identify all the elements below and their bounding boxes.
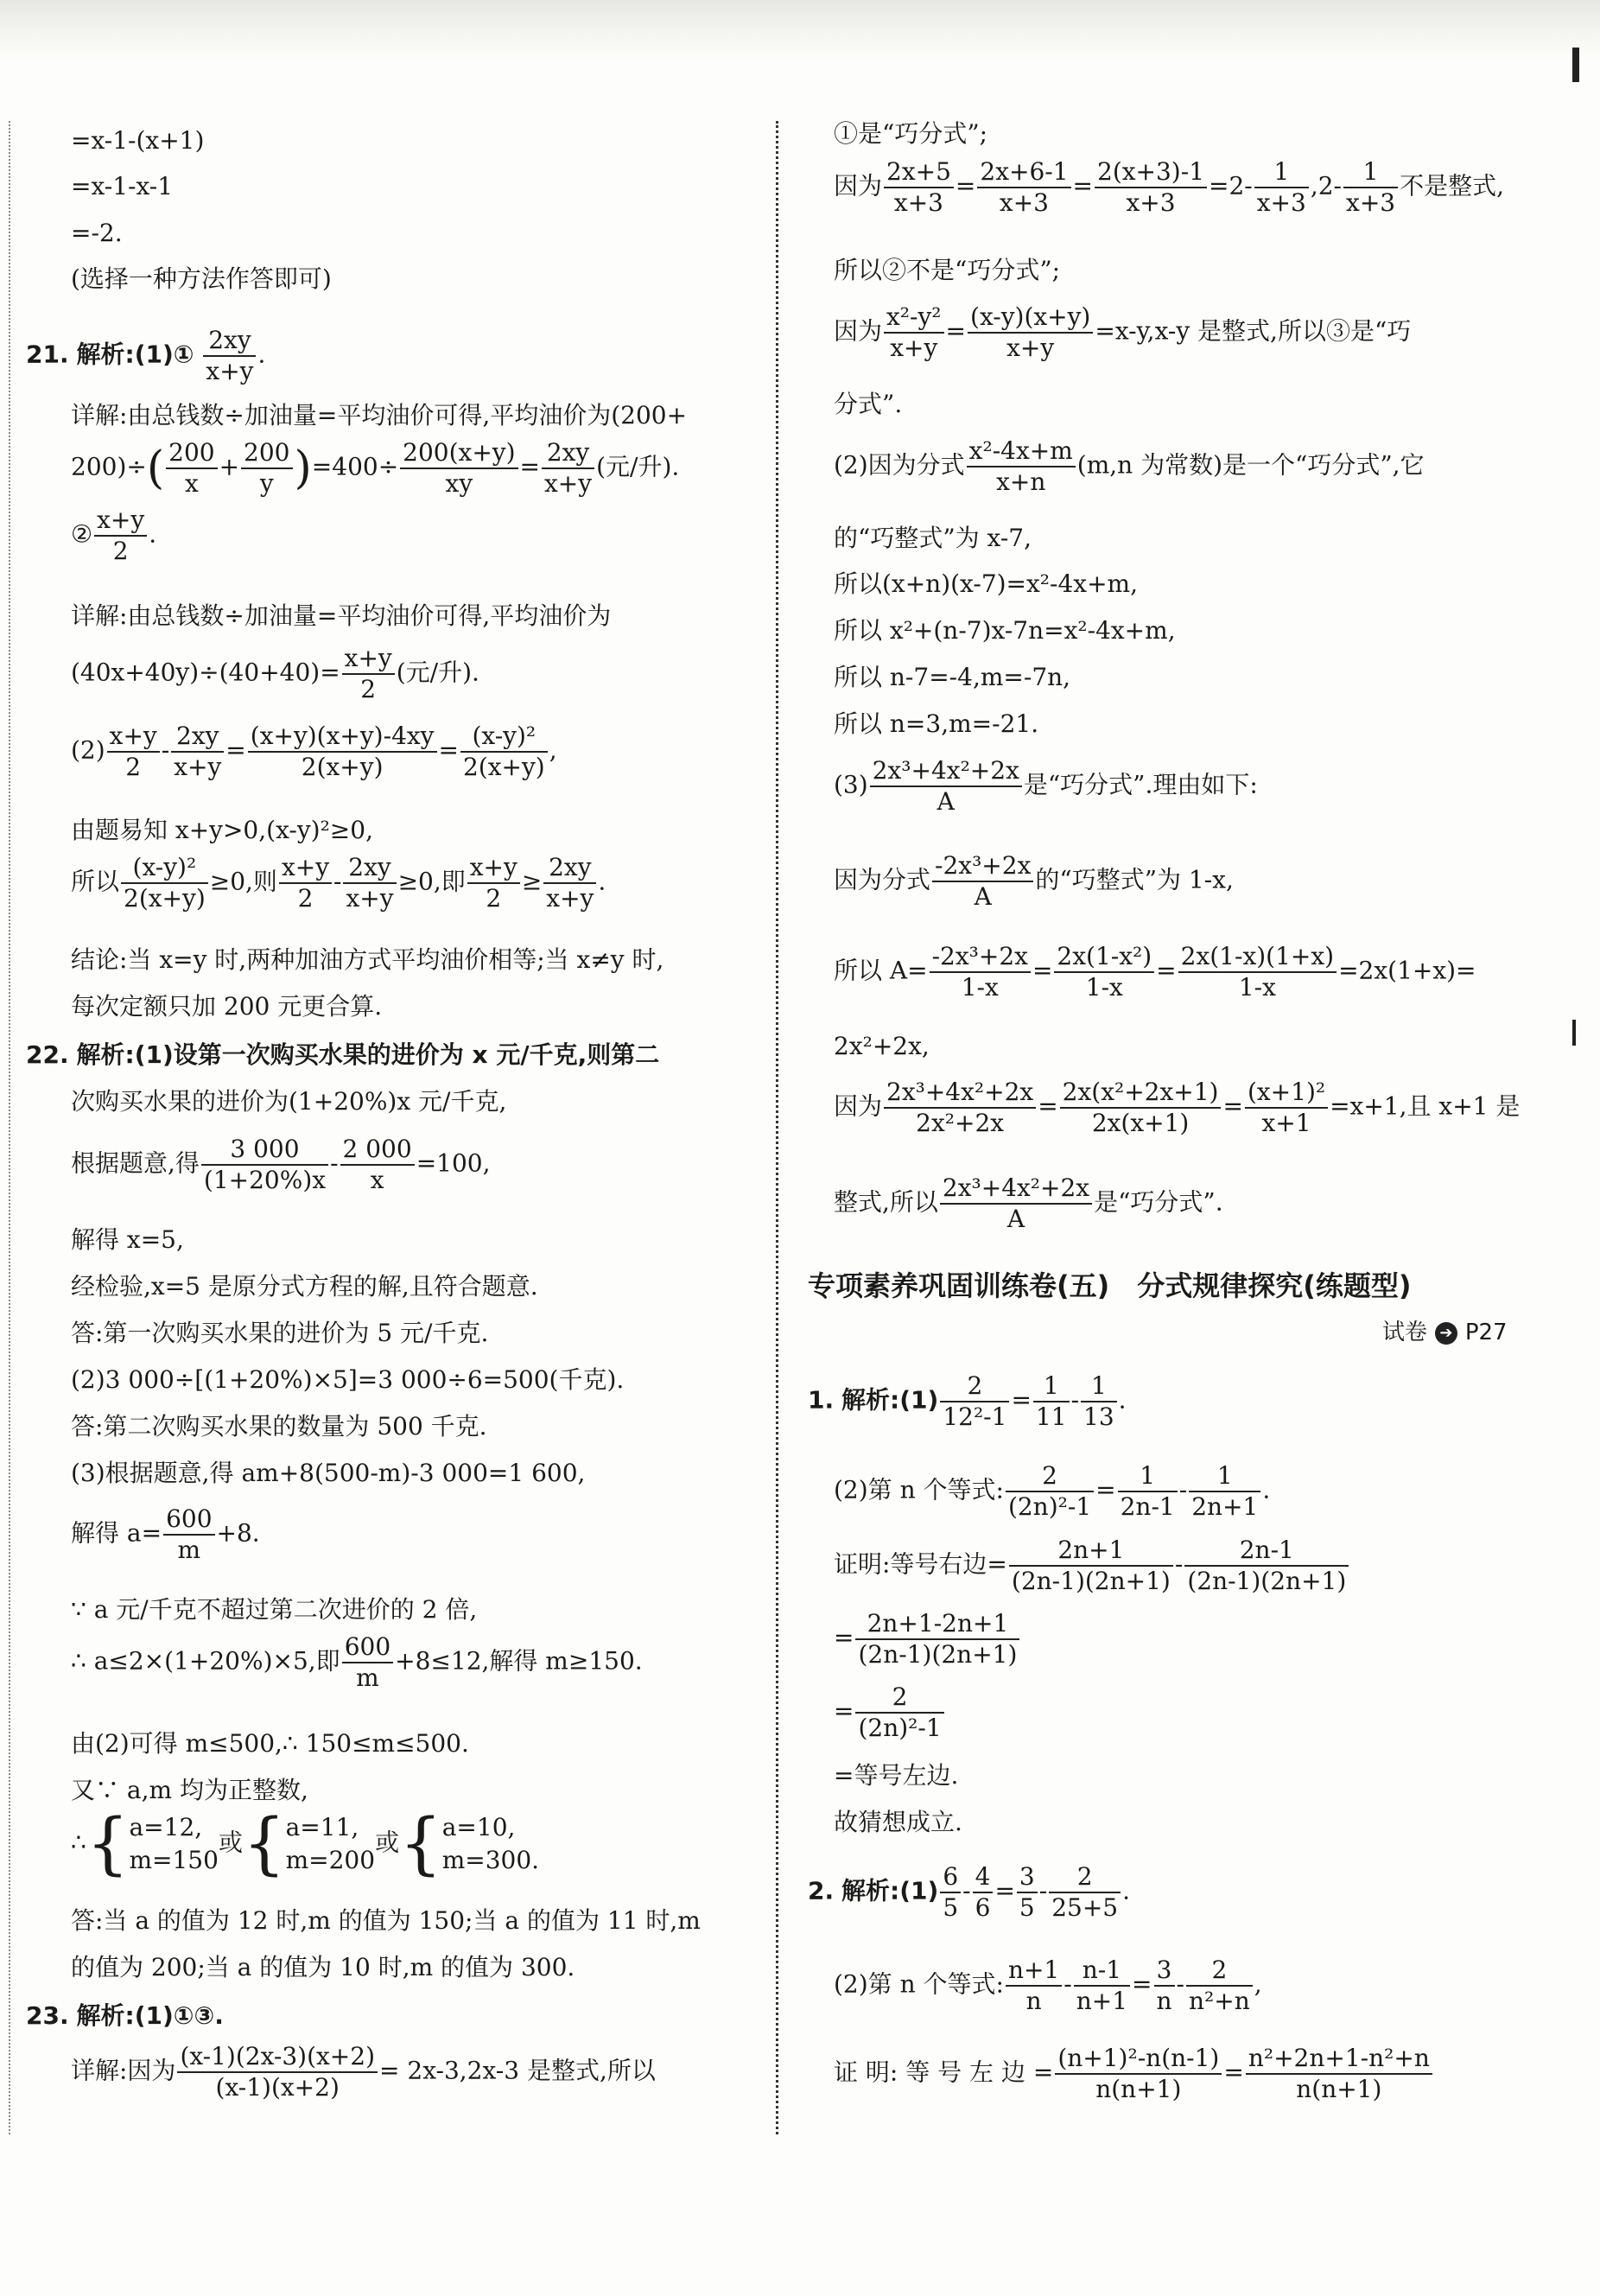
section-reference: 试卷 ➔ P27	[1382, 1320, 1508, 1345]
equation-line: 证 明: 等 号 左 边 = $\frac{\text{(n+1)²-n(n-1)}}{n(n+1)}$ = $\frac{\text{n²+2n+1-n²+n}}{n(n+1)}$	[834, 2044, 1434, 2104]
arrow-right-icon: ➔	[1435, 1322, 1457, 1345]
p2-line1: 2. 解析:(1) $\frac{6}{5}$ - $\frac{4}{6}$ = $\frac{3}{5}$ - $\frac{2}{25+5}$ .	[808, 1862, 1131, 1922]
text-line: 答:第一次购买水果的进价为 5 元/千克.	[71, 1319, 489, 1347]
fraction: $\frac{2xy}{x+y}$	[203, 326, 256, 386]
equation-line: ② $\frac{x+y}{2}$ .	[71, 506, 157, 565]
text-line: =x-1-(x+1)	[71, 126, 205, 155]
text-line: =等号左边.	[834, 1761, 959, 1790]
text-line: 结论:当 x=y 时,两种加油方式平均油价相等;当 x≠y 时,	[71, 945, 664, 974]
equation-line: 因为 $\frac{2x+5}{x+3}$ = $\frac{2x+6-1}{x+3}$ = $\frac{2(x+3)-1}{x+3}$ =2- $\frac{1}{x+3}$ ,2- $\frac{1}{x+3}$ 不是整式,	[834, 157, 1505, 217]
text-line: 所以 n-7=-4,m=-7n,	[834, 663, 1071, 691]
text-line: =-2.	[71, 219, 123, 247]
text-line: 经检验,x=5 是原分式方程的解,且符合题意.	[71, 1272, 538, 1301]
equation-line: 证明:等号右边= $\frac{2n+1}{(2n-1)(2n+1)}$ - $\frac{2n-1}{(2n-1)(2n+1)}$	[834, 1536, 1350, 1596]
text-line: 由题易知 x+y>0,(x-y)²≥0,	[71, 816, 373, 844]
text-line: 2x²+2x,	[834, 1032, 930, 1060]
text-line: 详解:由总钱数÷加油量=平均油价可得,平均油价为(200+	[71, 401, 688, 429]
text-line: 所以 x²+(n-7)x-7n=x²-4x+m,	[834, 616, 1176, 645]
page-edge-mark	[1572, 48, 1579, 82]
q23-line1: 23. 解析:(1)①③.	[26, 2001, 224, 2030]
equation-line: (2)第 n 个等式: $\frac{n+1}{n}$ - $\frac{n-1}{n+1}$ = $\frac{3}{n}$ - $\frac{2}{\text{n²+n}}$ ,	[834, 1956, 1262, 2015]
q21-line1: 21. 解析:(1)① $\frac{2xy}{x+y}$ .	[26, 326, 266, 385]
question-number: 23.	[26, 2001, 69, 2030]
text-line: ∵ a 元/千克不超过第二次进价的 2 倍,	[71, 1595, 478, 1624]
text-line: 故猜想成立.	[834, 1808, 962, 1836]
text-line: 每次定额只加 200 元更合算.	[71, 992, 383, 1021]
equation-line: 解得 a= $\frac{600}{m}$ +8.	[71, 1504, 260, 1564]
equation-line: (40x+40y)÷(40+40)= $\frac{x+y}{2}$ (元/升).	[71, 644, 479, 703]
text-line: (3)根据题意,得 am+8(500-m)-3 000=1 600,	[71, 1459, 586, 1487]
question-number: 1.	[808, 1385, 835, 1415]
equation-line: 整式,所以 $\frac{\text{2x³+4x²+2x}}{A}$ 是“巧分式”.	[834, 1173, 1223, 1233]
text-line: 解得 x=5,	[71, 1225, 184, 1254]
equation-line: (3) $\frac{\text{2x³+4x²+2x}}{A}$ 是“巧分式”.理由如下:	[834, 756, 1258, 816]
q22-line1: 22. 解析:(1)设第一次购买水果的进价为 x 元/千克,则第二	[26, 1040, 660, 1069]
top-scan-band	[0, 0, 1600, 60]
text-line: 答:当 a 的值为 12 时,m 的值为 150;当 a 的值为 11 时,m	[71, 1906, 701, 1935]
text-line: 答:第二次购买水果的数量为 500 千克.	[71, 1412, 487, 1441]
equation-line: = $\frac{2n+1-2n+1}{(2n-1)(2n+1)}$	[834, 1609, 1021, 1670]
equation-line: 根据题意,得 $\frac{3 000}{(1+20\%)x}$ - $\frac{2 000}{x}$ =100,	[71, 1135, 491, 1194]
equation-line: = $\frac{2}{\text{(2n)²-1}}$	[834, 1682, 946, 1743]
equation-line: 所以 $\frac{\text{(x-y)²}}{2(x+y)}$ ≥0,则 $\frac{x+y}{2}$ - $\frac{2xy}{x+y}$ ≥0,即 $\frac{x+y}{2}$ ≥ $\frac{2xy}{x+y}$ .	[71, 853, 606, 913]
equation-line: 因为分式 $\frac{\text{-2x³+2x}}{A}$ 的“巧整式”为 1-x,	[834, 851, 1234, 911]
equation-line: 因为 $\frac{\text{x²-y²}}{x+y}$ = $\frac{(x-y)(x+y)}{x+y}$ =x-y,x-y 是整式,所以③是“巧	[834, 302, 1412, 362]
equation-line: ∴ a≤2×(1+20%)×5,即 $\frac{600}{m}$ +8≤12,解得 m≥150.	[71, 1632, 643, 1692]
text-line: (选择一种方法作答即可)	[71, 264, 332, 293]
text-line: (2)3 000÷[(1+20%)×5]=3 000÷6=500(千克).	[71, 1365, 625, 1394]
text-line: =x-1-x-1	[71, 172, 174, 200]
text-line: 所以 n=3,m=-21.	[834, 709, 1039, 738]
text-line: 又∵ a,m 均为正整数,	[71, 1776, 308, 1804]
text-line: 所以(x+n)(x-7)=x²-4x+m,	[834, 569, 1139, 598]
text-line: 的值为 200;当 a 的值为 10 时,m 的值为 300.	[71, 1953, 575, 1981]
text-line: 的“巧整式”为 x-7,	[834, 524, 1032, 552]
solution-systems: ∴{ a=12, m=150 或{ a=11, m=200 或{ a=10, m=300.	[71, 1805, 540, 1883]
equation-line: (2)因为分式 $\frac{\text{x²-4x+m}}{x+n}$ (m,n 为常数)是一个“巧分式”,它	[834, 436, 1425, 496]
text-line: 所以②不是“巧分式”;	[834, 256, 1061, 284]
equation-line: 200)÷( $\frac{200}{x}$ + $\frac{200}{y}$ )=400÷ $\frac{200(x+y)}{xy}$ = $\frac{2xy}{x+y}$ (元/升).	[71, 438, 680, 498]
text-line: 详解:由总钱数÷加油量=平均油价可得,平均油价为	[71, 601, 612, 630]
equation-line: (2)第 n 个等式: $\frac{2}{\text{(2n)²-1}}$ = $\frac{1}{2n-1}$ - $\frac{1}{2n+1}$ .	[834, 1461, 1271, 1521]
left-margin-dots	[9, 121, 10, 2134]
page-edge-mark	[1572, 1020, 1576, 1046]
equation-line: 所以 A= $\frac{\text{-2x³+2x}}{1-x}$ = $\frac{\text{2x(1-x²)}}{1-x}$ = $\frac{2x(1-x)(1+x)}{1-x}$ =2x(1+x)=	[834, 942, 1476, 1002]
question-number: 21.	[26, 340, 69, 369]
p1-line1: 1. 解析:(1) $\frac{2}{\text{12²-1}}$ = $\frac{1}{11}$ - $\frac{1}{13}$ .	[808, 1371, 1127, 1431]
question-number: 22.	[26, 1040, 69, 1069]
equation-line: 因为 $\frac{\text{2x³+4x²+2x}}{\text{2x²+2x}}$ = $\frac{\text{2x(x²+2x+1)}}{2x(x+1)}$ = $\frac{\text{(x+1)²}}{x+1}$ =x+1,且 x+1 是	[834, 1078, 1521, 1137]
equation-line: (2) $\frac{x+y}{2}$ - $\frac{2xy}{x+y}$ = $\frac{(x+y)(x+y)-4xy}{2(x+y)}$ = $\frac{\text{(x-y)²}}{2(x+y)}$ ,	[71, 722, 557, 781]
section-title: 专项素养巩固训练卷(五) 分式规律探究(练题型)	[808, 1269, 1412, 1302]
text-line: 分式”.	[834, 390, 903, 418]
equation-line: 详解:因为 $\frac{(x-1)(2x-3)(x+2)}{(x-1)(x+2)}$ = 2x-3,2x-3 是整式,所以	[71, 2042, 656, 2102]
text-line: 由(2)可得 m≤500,∴ 150≤m≤500.	[71, 1729, 469, 1758]
question-number: 2.	[808, 1876, 835, 1905]
text-line: ①是“巧分式”;	[834, 119, 988, 148]
text-line: 次购买水果的进价为(1+20%)x 元/千克,	[71, 1087, 507, 1116]
column-divider	[776, 121, 778, 2134]
